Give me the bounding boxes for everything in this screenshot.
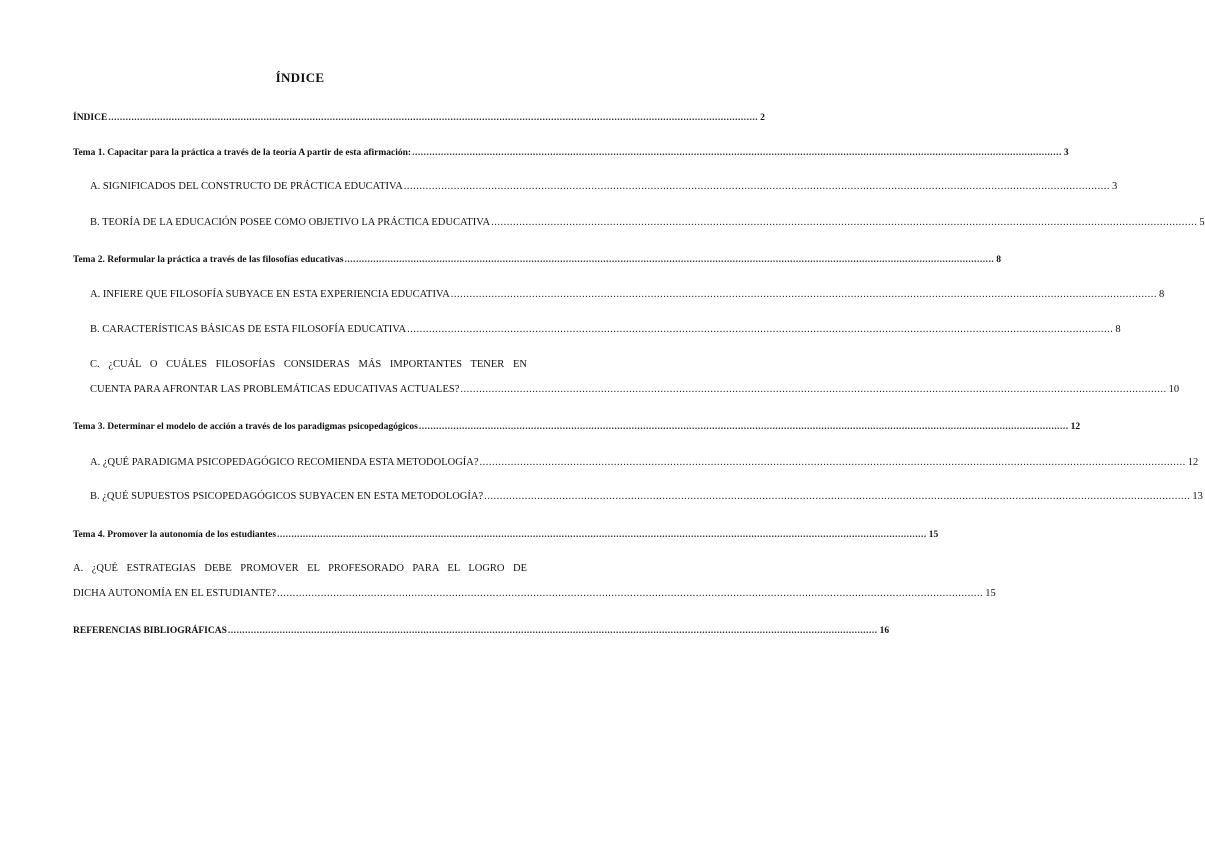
leader-dots: [277, 528, 927, 542]
toc-entry[interactable]: [90, 323, 1121, 337]
toc-entry-title-line2: CUENTA PARA AFRONTAR LAS PROBLEMÁTICAS EDUCATIVAS ACTUALES?: [90, 384, 460, 395]
toc-entry-page: 2: [760, 113, 765, 123]
toc-entry[interactable]: [73, 624, 890, 638]
toc-entry[interactable]: [73, 111, 765, 125]
leader-dots: [407, 323, 1113, 337]
toc-entry[interactable]: [90, 383, 1180, 397]
toc-entry[interactable]: [73, 528, 939, 542]
leader-dots: [451, 288, 1157, 302]
toc-entry-page: 3: [1112, 181, 1118, 192]
toc-entry-page: 10: [1168, 384, 1180, 395]
toc-entry-title: Tema 2. Reformular la práctica a través de las filosofías educativas: [73, 255, 344, 265]
toc-entry-page: 16: [879, 626, 890, 636]
leader-dots: [491, 216, 1197, 230]
leader-dots: [108, 111, 758, 125]
toc-entry-title: ÍNDICE: [73, 113, 108, 123]
leader-dots: [419, 420, 1069, 434]
toc-entry-title: A. SIGNIFICADOS DEL CONSTRUCTO DE PRÁCTICA EDUCATIVA: [90, 181, 403, 192]
toc-entry-title: B. CARACTERÍSTICAS BÁSICAS DE ESTA FILOSOFÍA EDUCATIVA: [90, 324, 407, 335]
toc-entry[interactable]: [73, 146, 1069, 160]
toc-entry-page: 3: [1063, 148, 1069, 158]
toc-entry-page: 8: [996, 255, 1001, 265]
page-title: ÍNDICE: [275, 70, 325, 85]
leader-dots: [344, 253, 994, 267]
toc-entry-title-line2: DICHA AUTONOMÍA EN EL ESTUDIANTE?: [73, 588, 276, 599]
toc-entry-title: REFERENCIAS BIBLIOGRÁFICAS: [73, 626, 227, 636]
toc-entry-title-line1[interactable]: C. ¿CUÁL O CUÁLES FILOSOFÍAS CONSIDERAS MÁS IMPORTANTES TENER EN: [90, 359, 527, 370]
toc-entry[interactable]: [90, 180, 1118, 194]
toc-entry-title: B. ¿QUÉ SUPUESTOS PSICOPEDAGÓGICOS SUBYACEN EN ESTA METODOLOGÍA?: [90, 491, 484, 502]
toc-entry-page: 8: [1159, 289, 1165, 300]
toc-entry-title: B. TEORÍA DE LA EDUCACIÓN POSEE COMO OBJETIVO LA PRÁCTICA EDUCATIVA: [90, 217, 491, 228]
toc-entry[interactable]: [90, 490, 1203, 504]
toc-entry-page: 13: [1192, 491, 1203, 502]
toc-entry-page: 8: [1115, 324, 1121, 335]
toc-entry-page: 12: [1070, 422, 1081, 432]
leader-dots: [480, 456, 1186, 470]
toc-entry[interactable]: [73, 253, 1001, 267]
leader-dots: [460, 383, 1166, 397]
leader-dots: [484, 490, 1190, 504]
toc-entry-page: 12: [1187, 457, 1199, 468]
toc-entry-page: 15: [985, 588, 996, 599]
toc-entry[interactable]: [90, 216, 1205, 230]
leader-dots: [404, 180, 1110, 194]
leader-dots: [228, 624, 878, 638]
toc-entry-title: Tema 3. Determinar el modelo de acción a través de los paradigmas psicopedagógicos: [73, 422, 418, 432]
toc-entry-title: A. INFIERE QUE FILOSOFÍA SUBYACE EN ESTA EXPERIENCIA EDUCATIVA: [90, 289, 450, 300]
leader-dots: [277, 587, 983, 601]
toc-entry-page: 15: [928, 530, 939, 540]
toc-entry-page: 5: [1199, 217, 1205, 228]
toc-entry[interactable]: [90, 288, 1165, 302]
toc-entry-title-line1[interactable]: A. ¿QUÉ ESTRATEGIAS DEBE PROMOVER EL PROFESORADO PARA EL LOGRO DE: [73, 563, 527, 574]
leader-dots: [412, 146, 1062, 160]
toc-entry-title: Tema 1. Capacitar para la práctica a través de la teoría A partir de esta afirmación:: [73, 148, 412, 158]
toc-entry-title: Tema 4. Promover la autonomía de los estudiantes: [73, 530, 277, 540]
toc-entry[interactable]: [73, 420, 1081, 434]
toc-entry[interactable]: [90, 456, 1199, 470]
toc-entry[interactable]: [73, 587, 996, 601]
toc-entry-title: A. ¿QUÉ PARADIGMA PSICOPEDAGÓGICO RECOMIENDA ESTA METODOLOGÍA?: [90, 457, 479, 468]
